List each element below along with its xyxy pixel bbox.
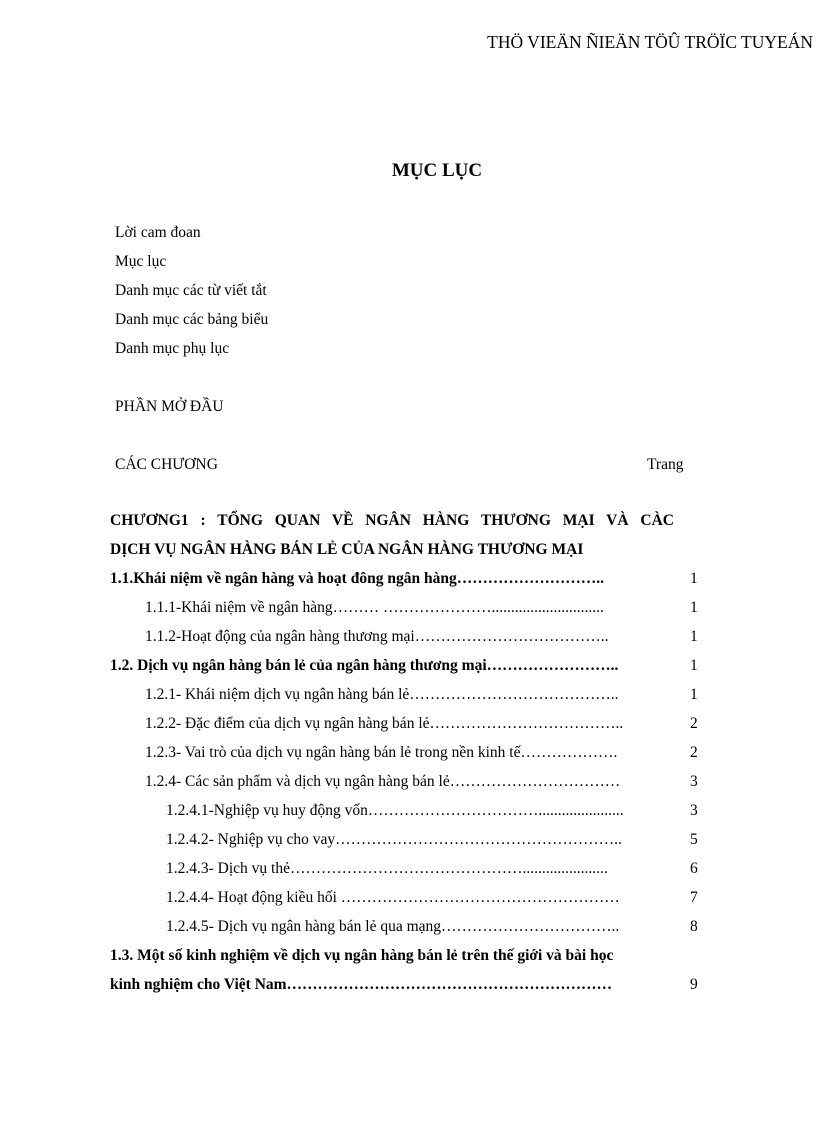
toc-page-number: 2 bbox=[690, 715, 698, 732]
front-matter-item: Danh mục các bảng biểu bbox=[115, 311, 269, 328]
toc-page-number: 1 bbox=[690, 628, 698, 645]
toc-entry-text: 1.3. Một số kinh nghiệm về dịch vụ ngân hàng bán lẻ trên thế giới và bài học bbox=[110, 947, 614, 964]
toc-entry-text: 1.1.Khái niệm về ngân hàng và hoạt đông ngân hàng……………………….. bbox=[110, 570, 604, 587]
toc-entry-text: 1.2.4.2- Nghiệp vụ cho vay……………………………………………….. bbox=[166, 831, 622, 848]
toc-page-number: 1 bbox=[690, 686, 698, 703]
toc-page-number: 8 bbox=[690, 918, 698, 935]
toc-entry-text: 1.2.4.5- Dịch vụ ngân hàng bán lẻ qua mạng…………………………….. bbox=[166, 918, 620, 935]
toc-entry-text: 1.2.2- Đặc điểm của dịch vụ ngân hàng bán lẻ……………………………….. bbox=[145, 715, 624, 732]
front-matter-item: Mục lục bbox=[115, 253, 167, 270]
header-site-name: THÖ VIEÄN ÑIEÄN TÖÛ TRÖÏC TUYEÁN bbox=[487, 32, 813, 52]
page-column-label: Trang bbox=[647, 456, 684, 473]
front-matter-item: Danh mục phụ lục bbox=[115, 340, 230, 357]
toc-entry-text: 1.2.4.3- Dịch vụ thẻ………………………………………...................... bbox=[166, 860, 608, 877]
toc-page-number: 3 bbox=[690, 802, 698, 819]
toc-page-number: 3 bbox=[690, 773, 698, 790]
toc-entry-text: 1.2.3- Vai trò của dịch vụ ngân hàng bán lẻ trong nền kinh tế………………. bbox=[145, 744, 618, 761]
toc-page-number: 5 bbox=[690, 831, 698, 848]
toc-page-number: 9 bbox=[690, 976, 698, 993]
front-matter-item: Danh mục các từ viết tắt bbox=[115, 282, 267, 299]
toc-page-number: 1 bbox=[690, 599, 698, 616]
chapter-title-line: DỊCH VỤ NGÂN HÀNG BÁN LẺ CỦA NGÂN HÀNG THƯƠNG MẠI bbox=[110, 541, 584, 558]
page-title: MỤC LỤC bbox=[391, 160, 483, 181]
toc-page-number: 6 bbox=[690, 860, 698, 877]
toc-entry-text: 1.2.4.4- Hoạt động kiều hối ……………………………………………… bbox=[166, 889, 620, 906]
toc-page-number: 1 bbox=[690, 657, 698, 674]
toc-page-number: 1 bbox=[690, 570, 698, 587]
chapter-title-line: CHƯƠNG1 : TỔNG QUAN VỀ NGÂN HÀNG THƯƠNG MẠI VÀ CÀC bbox=[110, 512, 674, 529]
toc-entry-text: kinh nghiệm cho Việt Nam……………………………………………………… bbox=[110, 976, 613, 993]
front-matter-item: Lời cam đoan bbox=[115, 224, 201, 241]
toc-entry-text: 1.2.1- Khái niệm dịch vụ ngân hàng bán lẻ………………………………….. bbox=[145, 686, 619, 703]
toc-entry-text: 1.1.2-Hoạt động của ngân hàng thương mại……………………………….. bbox=[145, 628, 609, 645]
toc-page-number: 2 bbox=[690, 744, 698, 761]
toc-page-number: 7 bbox=[690, 889, 698, 906]
part-label: PHẦN MỞ ĐẦU bbox=[115, 398, 224, 415]
toc-entry-text: 1.2.4- Các sản phẩm và dịch vụ ngân hàng bán lẻ…………………………… bbox=[145, 773, 621, 790]
toc-entry-text: 1.2. Dịch vụ ngân hàng bán lẻ của ngân hàng thương mại…………………….. bbox=[110, 657, 619, 674]
chapters-label: CÁC CHƯƠNG bbox=[115, 456, 218, 473]
toc-entry-text: 1.1.1-Khái niệm về ngân hàng……… …………………............................. bbox=[145, 599, 604, 616]
toc-entry-text: 1.2.4.1-Nghiệp vụ huy động vốn……………………………...................... bbox=[166, 802, 624, 819]
